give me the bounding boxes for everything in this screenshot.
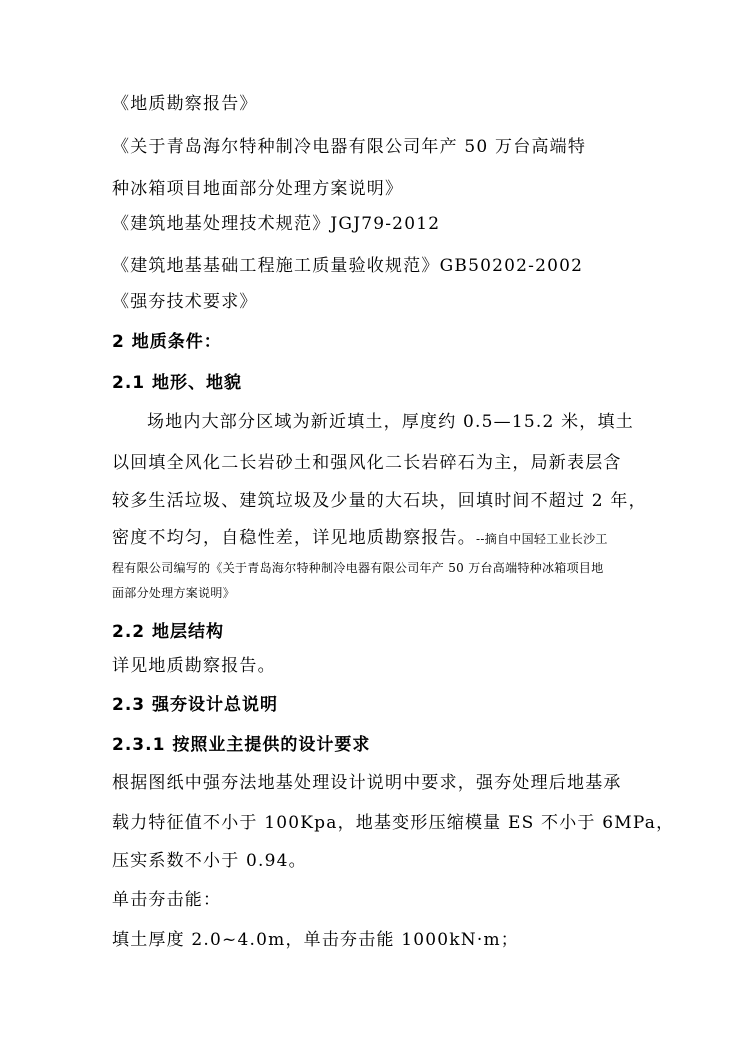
reference-geological-report: 《地质勘察报告》 xyxy=(112,94,258,114)
design-requirement-line2: 载力特征值不小于 100Kpa，地基变形压缩模量 ES 不小于 6MPa， xyxy=(112,813,675,833)
stratum-structure-text: 详见地质勘察报告。 xyxy=(112,656,276,676)
reference-haier-plan-line1: 《关于青岛海尔特种制冷电器有限公司年产 50 万台高端特 xyxy=(112,137,587,157)
section-2-1-heading: 2.1 地形、地貌 xyxy=(112,373,243,393)
reference-foundation-treatment-code: 《建筑地基处理技术规范》JGJ79-2012 xyxy=(112,214,441,234)
source-note-start: --摘自中国轻工业长沙工 xyxy=(476,532,608,546)
design-requirement-line3: 压实系数不小于 0.94。 xyxy=(112,851,307,871)
design-requirement-line1: 根据图纸中强夯法地基处理设计说明中要求，强夯处理后地基承 xyxy=(112,773,622,793)
reference-acceptance-code: 《建筑地基基础工程施工质量验收规范》GB50202-2002 xyxy=(112,256,584,276)
reference-dynamic-compaction-requirements: 《强夯技术要求》 xyxy=(112,292,258,312)
source-note-line3: 面部分处理方案说明》 xyxy=(112,586,236,600)
source-note-line2: 程有限公司编写的《关于青岛海尔特种制冷电器有限公司年产 50 万台高端特种冰箱项目地 xyxy=(112,561,604,575)
terrain-paragraph-line1: 场地内大部分区域为新近填土，厚度约 0.5—15.2 米，填土 xyxy=(147,412,634,432)
terrain-paragraph-line4 xyxy=(112,527,608,550)
reference-haier-plan-line2: 种冰箱项目地面部分处理方案说明》 xyxy=(112,179,404,199)
terrain-paragraph-text: 密度不均匀，自稳性差，详见地质勘察报告。 xyxy=(112,528,476,548)
single-tamping-energy-label: 单击夯击能： xyxy=(112,890,222,910)
terrain-paragraph-line3: 较多生活垃圾、建筑垃圾及少量的大石块，回填时间不超过 2 年， xyxy=(112,491,647,511)
section-2-heading: 2 地质条件： xyxy=(112,332,222,352)
section-2-3-1-heading: 2.3.1 按照业主提供的设计要求 xyxy=(112,735,371,755)
fill-thickness-energy-line: 填土厚度 2.0~4.0m，单击夯击能 1000kN·m； xyxy=(112,930,520,950)
section-2-2-heading: 2.2 地层结构 xyxy=(112,622,225,642)
terrain-paragraph-line2: 以回填全风化二长岩砂土和强风化二长岩碎石为主，局新表层含 xyxy=(112,453,622,473)
section-2-3-heading: 2.3 强夯设计总说明 xyxy=(112,695,279,715)
